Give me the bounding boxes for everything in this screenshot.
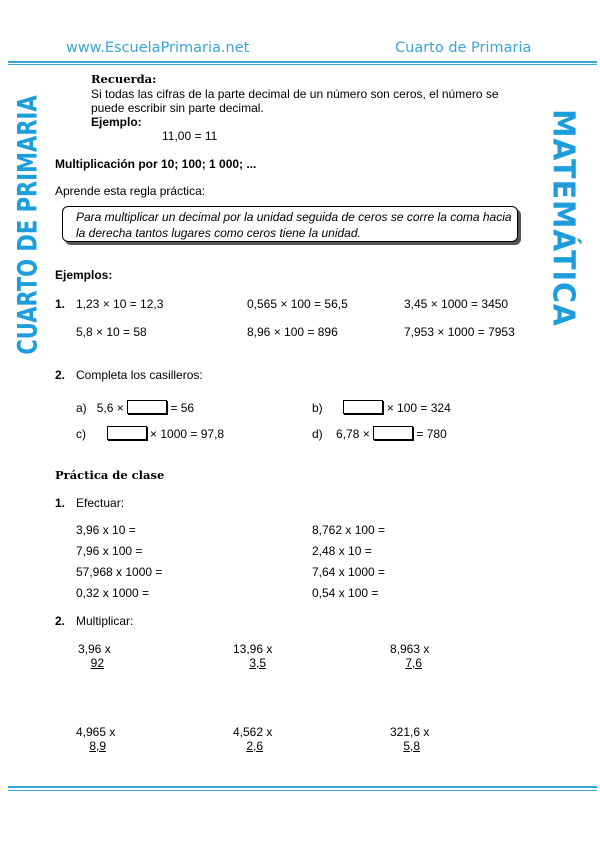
side-title-right: MATEMÁTICA xyxy=(545,109,581,327)
example-item: 8,96 × 100 = 896 xyxy=(247,325,338,339)
answer-box-c[interactable] xyxy=(107,426,147,440)
exercise-d-label: d) xyxy=(312,427,323,441)
multiplication-bottom: 8,9 xyxy=(89,739,106,753)
footer-divider xyxy=(8,786,597,788)
multiplication-bottom: 2,6 xyxy=(246,739,263,753)
rule-line-1: Para multiplicar un decimal por la unidad seguida de ceros se corre la coma hacia xyxy=(76,210,512,224)
exercise-a xyxy=(76,400,194,415)
recuerda-text-2: puede escribir sin parte decimal. xyxy=(91,101,264,115)
answer-box-a[interactable] xyxy=(127,400,167,414)
header-divider-thin xyxy=(8,64,597,65)
grade-header: Cuarto de Primaria xyxy=(395,40,532,56)
multiplication-top: 321,6 x xyxy=(390,725,430,739)
ejemplos-number-2: 2. xyxy=(55,368,66,382)
exercise-b-label: b) xyxy=(312,401,323,415)
answer-box-d[interactable] xyxy=(373,426,413,440)
example-item: 5,8 × 10 = 58 xyxy=(76,325,147,339)
multiplication-top: 13,96 x xyxy=(233,642,273,656)
multiplication-top: 4,562 x xyxy=(233,725,273,739)
header-divider xyxy=(8,61,597,63)
efectuar-item: 8,762 x 100 = xyxy=(312,523,386,537)
multiplication-bottom: 5,8 xyxy=(403,739,420,753)
efectuar-item: 7,64 x 1000 = xyxy=(312,565,386,579)
recuerda-text-1: Si todas las cifras de la parte decimal de un número son ceros, el número se xyxy=(91,87,499,101)
multiplication-top: 3,96 x xyxy=(78,642,111,656)
exercise-b xyxy=(312,400,451,415)
exercise-c xyxy=(76,426,224,441)
efectuar-item: 57,968 x 1000 = xyxy=(76,565,163,579)
efectuar-item: 3,96 x 10 = xyxy=(76,523,136,537)
efectuar-item: 0,54 x 100 = xyxy=(312,586,379,600)
exercise-c-label: c) xyxy=(76,427,86,441)
footer-divider-thin xyxy=(8,790,597,791)
efectuar-item: 2,48 x 10 = xyxy=(312,544,372,558)
completa-instruction: Completa los casilleros: xyxy=(76,368,203,382)
side-title-left: CUARTO DE PRIMARIA xyxy=(12,95,44,355)
multiplication-top: 8,963 x xyxy=(390,642,430,656)
site-url[interactable]: www.EscuelaPrimaria.net xyxy=(66,40,250,56)
ejemplo-label: Ejemplo: xyxy=(91,115,142,129)
practica-title: Práctica de clase xyxy=(55,468,165,482)
multiplicar-instruction: Multiplicar: xyxy=(76,614,134,628)
section-intro: Aprende esta regla práctica: xyxy=(55,184,206,198)
rule-line-2: la derecha tantos lugares como ceros tiene la unidad. xyxy=(76,226,361,240)
exercise-d-post: = 780 xyxy=(416,427,447,441)
exercise-b-post: × 100 = 324 xyxy=(386,401,451,415)
rule-box xyxy=(62,206,518,242)
example-item: 1,23 × 10 = 12,3 xyxy=(76,297,164,311)
exercise-a-pre: 5,6 × xyxy=(96,401,124,415)
multiplication-bottom: 3,5 xyxy=(249,656,266,670)
example-item: 7,953 × 1000 = 7953 xyxy=(404,325,515,339)
multiplication-bottom: 7,6 xyxy=(405,656,422,670)
recuerda-title: Recuerda: xyxy=(91,72,157,86)
multiplication-top: 4,965 x xyxy=(76,725,116,739)
efectuar-item: 7,96 x 100 = xyxy=(76,544,143,558)
exercise-d xyxy=(312,426,447,441)
exercise-d-pre: 6,78 × xyxy=(336,427,370,441)
ejemplo-value: 11,00 = 11 xyxy=(162,129,218,143)
multiplication-bottom: 92 xyxy=(90,656,104,670)
ejemplos-number-1: 1. xyxy=(55,297,66,311)
section-title: Multiplicación por 10; 100; 1 000; ... xyxy=(55,157,257,171)
exercise-c-post: × 1000 = 97,8 xyxy=(150,427,225,441)
efectuar-instruction: Efectuar: xyxy=(76,496,125,510)
answer-box-b[interactable] xyxy=(343,400,383,414)
practica-number-2: 2. xyxy=(55,614,66,628)
ejemplos-title: Ejemplos: xyxy=(55,268,113,282)
exercise-a-post: = 56 xyxy=(170,401,195,415)
example-item: 3,45 × 1000 = 3450 xyxy=(404,297,509,311)
practica-number-1: 1. xyxy=(55,496,66,510)
efectuar-item: 0,32 x 1000 = xyxy=(76,586,150,600)
example-item: 0,565 × 100 = 56,5 xyxy=(247,297,348,311)
exercise-a-label: a) xyxy=(76,401,87,415)
